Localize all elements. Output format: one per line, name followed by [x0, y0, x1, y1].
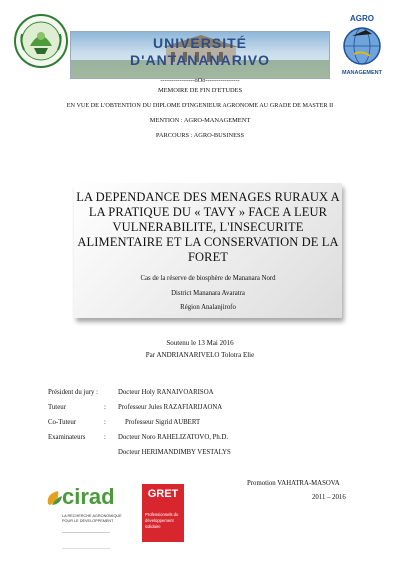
cirad-faded-text — [62, 532, 110, 533]
case-study-label: Cas de la réserve de biosphère de Mananara Nord — [140, 275, 276, 282]
promotion-name: Promotion VAHATRA-MASOVA — [247, 480, 340, 487]
parcours-label: PARCOURS : AGRO-BUSINESS — [155, 132, 245, 139]
memoire-label: MEMOIRE DE FIN D'ETUDES — [157, 87, 243, 94]
university-emblem-logo — [12, 12, 70, 70]
jury-sep-tuteur: : — [104, 404, 106, 411]
university-banner — [70, 31, 330, 79]
banner-line-1: UNIVERSITÉ — [152, 35, 247, 51]
agro-logo-bottom-label: MANAGEMENT — [341, 70, 383, 76]
cirad-faded-text — [62, 548, 110, 549]
jury-sep-cotuteur: : — [104, 419, 106, 426]
cirad-tagline-2: POUR LE DÉVELOPPEMENT — [62, 519, 114, 523]
jury-role-examinateurs: Examinateurs — [48, 434, 86, 441]
gret-logo — [142, 484, 184, 542]
jury-sep-examinateurs: : — [104, 434, 106, 441]
jury-role-cotuteur: Co-Tuteur — [48, 419, 77, 426]
gret-tagline-3: solidaire — [145, 524, 161, 529]
mention-label: MENTION : AGRO-MANAGEMENT — [149, 117, 251, 124]
jury-name-president: Docteur Holy RANAIVOARISOA — [118, 389, 214, 396]
jury-role-president: Président du jury : — [48, 389, 99, 396]
jury-name-cotuteur: Professeur Sigrid AUBERT — [125, 419, 201, 426]
promotion-years: 2011 – 2016 — [312, 494, 346, 501]
separator: ----------------oOo---------------- — [160, 77, 240, 84]
jury-name-tuteur: Professeur Jules RAZAFIARIJAONA — [118, 404, 223, 411]
author-name: Par ANDRIANARIVELO Tolotra Elie — [145, 351, 255, 359]
region-label: Région Analanjirofo — [180, 304, 236, 311]
cirad-leaf-icon — [44, 488, 64, 508]
obtention-label: EN VUE DE L'OBTENTION DU DIPLOME D'INGENIEUR AGRONOME AU GRADE DE MASTER II — [66, 102, 334, 109]
thesis-title: LA DEPENDANCE DES MENAGES RURAUX A LA PRATIQUE DU « TAVY » FACE A LEUR VULNERABILITE, L'INSECURITE ALIMENTAIRE ET LA CONSERVATION DE LA FORET — [76, 190, 340, 264]
defense-date: Soutenu le 13 Mai 2016 — [166, 339, 234, 347]
banner-line-2: D'ANTANANARIVO — [130, 52, 270, 68]
cirad-wordmark: cirad — [62, 484, 115, 509]
agro-logo-top-label: AGRO — [350, 14, 374, 23]
district-label: District Mananara Avaratra — [171, 290, 245, 297]
cirad-tagline-1: LA RECHERCHE AGRONOMIQUE — [62, 514, 122, 518]
gret-tagline-2: développement — [145, 518, 174, 523]
globe-icon — [340, 24, 384, 68]
title-box — [74, 183, 342, 318]
cirad-logo — [44, 484, 122, 554]
gret-wordmark: GRET — [147, 488, 179, 500]
jury-role-tuteur: Tuteur — [48, 404, 66, 411]
jury-name-examinateur-2: Docteur HERIMANDIMBY VESTALYS — [118, 449, 231, 456]
jury-name-examinateur-1: Docteur Noro RAHELIZATOVO, Ph.D. — [118, 434, 229, 441]
gret-tagline-1: Professionnels du — [145, 512, 179, 517]
